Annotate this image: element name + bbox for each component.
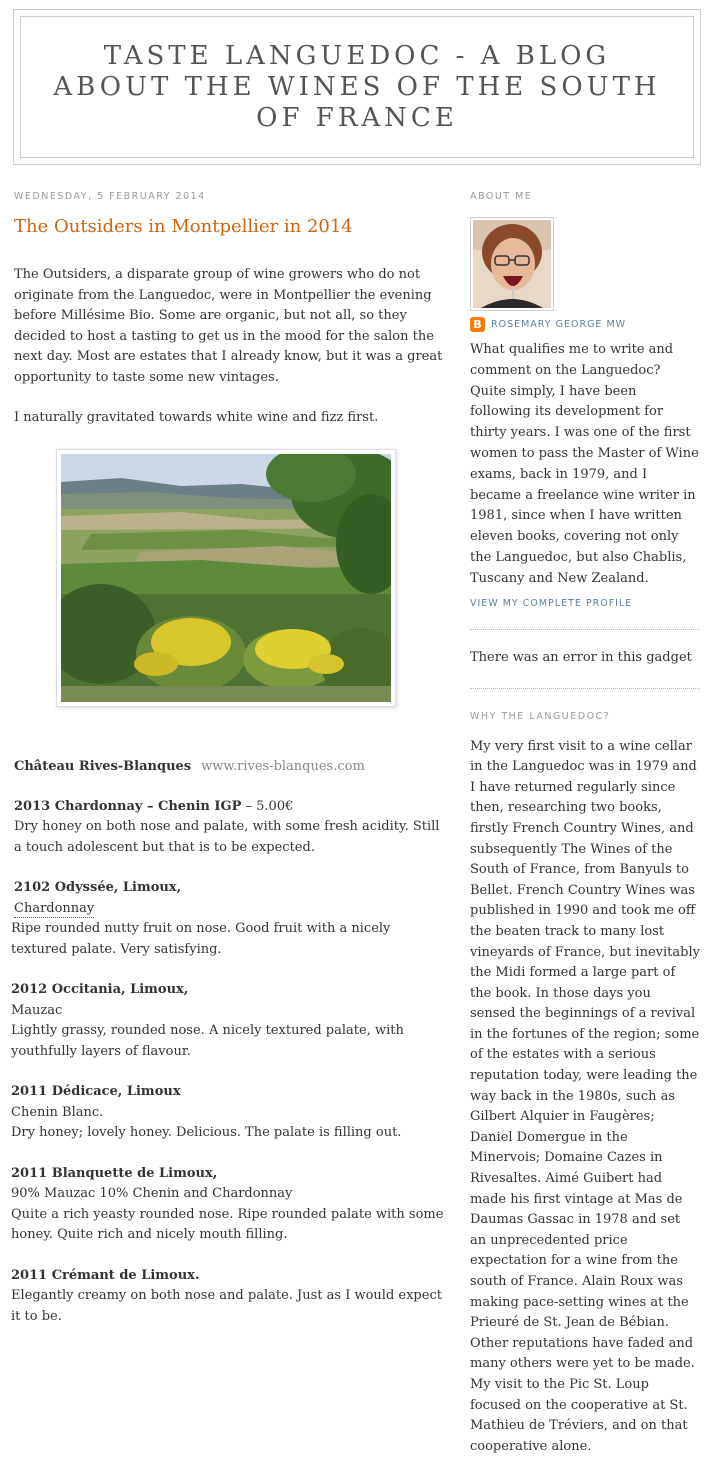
wine-entry	[11, 1082, 444, 1144]
winery-url-link[interactable]: www.rives-blanques.com	[201, 758, 365, 774]
post-date: WEDNESDAY, 5 FEBRUARY 2014	[14, 191, 206, 202]
post-paragraph-2: I naturally gravitated towards white wine and fizz first.	[14, 410, 379, 425]
about-me-title: ABOUT ME	[470, 191, 533, 202]
about-me-text: What qualifies me to write and comment on the Languedoc? Quite simply, I have been following its development for thirty years. I was one of the first women to pass the Master of Wine exams, back in 1979, and I became a freelance wine writer in 1981, since when I have written eleven books, covering not only the Languedoc, but also Chablis, Tuscany and New Zealand.	[470, 342, 699, 586]
winery-name: Château Rives-Blanques	[14, 758, 192, 774]
wine-grape: Mauzac	[11, 1002, 63, 1018]
wine-name: 2011 Blanquette de Limoux,	[11, 1165, 218, 1181]
divider	[470, 688, 700, 689]
wine-grape: 90% Mauzac 10% Chenin and Chardonnay	[11, 1186, 293, 1201]
main-column	[11, 187, 444, 1327]
profile-name-link[interactable]: ROSEMARY GEORGE MW	[491, 319, 627, 330]
gadget-error-text: There was an error in this gadget	[470, 649, 692, 665]
wine-entry	[11, 980, 444, 1062]
wine-note: Lightly grassy, rounded nose. A nicely textured palate, with youthfully layers of flavour.	[11, 1023, 404, 1059]
wine-name: 2102 Odyssée, Limoux,	[14, 880, 182, 895]
wine-entry	[11, 1164, 444, 1246]
post-title[interactable]: The Outsiders in Montpellier in 2014	[14, 216, 353, 237]
winery-line	[14, 757, 444, 777]
wine-name: 2013 Chardonnay – Chenin IGP – 5.00€	[14, 798, 294, 814]
wine-note: Dry honey; lovely honey. Delicious. The palate is filling out.	[11, 1125, 402, 1140]
profile-photo[interactable]	[470, 217, 554, 311]
wine-note: Quite a rich yeasty rounded nose. Ripe rounded palate with some honey. Quite rich and nicely mouth filling.	[11, 1206, 444, 1242]
post-photo[interactable]	[56, 449, 396, 707]
why-languedoc-title: WHY THE LANGUEDOC?	[470, 710, 611, 722]
divider	[470, 629, 700, 630]
post-body	[11, 265, 444, 1327]
why-languedoc-widget	[470, 707, 700, 1457]
landscape-photo	[61, 454, 391, 702]
wine-grape: Chardonnay	[14, 900, 95, 916]
wine-note: Elegantly creamy on both nose and palate. Just as I would expect it to be.	[11, 1288, 442, 1324]
wine-entry	[11, 878, 444, 960]
wine-note: Ripe rounded nutty fruit on nose. Good fruit with a nicely textured palate. Very satisfying.	[11, 921, 391, 957]
wine-entry	[11, 1266, 444, 1328]
wine-name: 2011 Dédicace, Limoux	[11, 1084, 181, 1099]
view-profile-link[interactable]: VIEW MY COMPLETE PROFILE	[470, 597, 633, 609]
wine-name: 2011 Crémant de Limoux.	[11, 1267, 200, 1283]
sidebar	[470, 187, 700, 1457]
blogger-icon: B	[470, 317, 485, 332]
wine-grape: Chenin Blanc.	[11, 1104, 104, 1120]
wine-entry	[14, 797, 444, 859]
post-intro: The Outsiders, a disparate group of wine growers who do not originate from the Languedoc, were in Montpellier the evening before Millésime Bio. Some are organic, but not all, so they decided to host a tasting to get us in the mood for the salon the next day. Most are estates that I already know, but it was a great opportunity to taste some new vintages.	[14, 267, 443, 385]
blog-header	[13, 9, 701, 165]
wine-note: Dry honey on both nose and palate, with some fresh acidity. Still a touch adolescent but that is to be expected.	[14, 819, 440, 855]
blog-title[interactable]: TASTE LANGUEDOC - A BLOG ABOUT THE WINES OF THE SOUTH OF FRANCE	[53, 40, 661, 133]
profile-name-row	[470, 317, 700, 332]
wine-price: – 5.00€	[241, 798, 294, 814]
wine-name: 2012 Occitania, Limoux,	[11, 982, 189, 997]
profile-avatar-image	[473, 220, 551, 308]
blog-header-inner	[20, 16, 694, 158]
why-languedoc-text: My very first visit to a wine cellar in the Languedoc was in 1979 and I have returned regularly since then, researching two books, firstly French Country Wines, and subsequently The Wines of the South of France, from Banyuls to Bellet. French Country Wines was published in 1990 and took me off the beaten track to many lost vineyards of France, but inevitably the Midi formed a large part of the book. In those days you sensed the beginnings of a revival in the fortunes of the region; some of the estates with a serious reputation today, were leading the way back in the 1980s, such as Gilbert Alquier in Faugères; Daniel Domergue in the Minervois; Domaine Cazes in Rivesaltes. Aimé Guibert had made his first vintage at Mas de Daumas Gassac in 1978 and set an unprecedented price expectation for a wine from the south of France. Alain Roux was making pace-setting wines at the Prieuré de St. Jean de Bébian. Other reputations have faded and many others were yet to be made. My visit to the Pic St. Loup focused on the cooperative at St. Mathieu de Tréviers, and on that cooperative alone.	[470, 738, 700, 1454]
